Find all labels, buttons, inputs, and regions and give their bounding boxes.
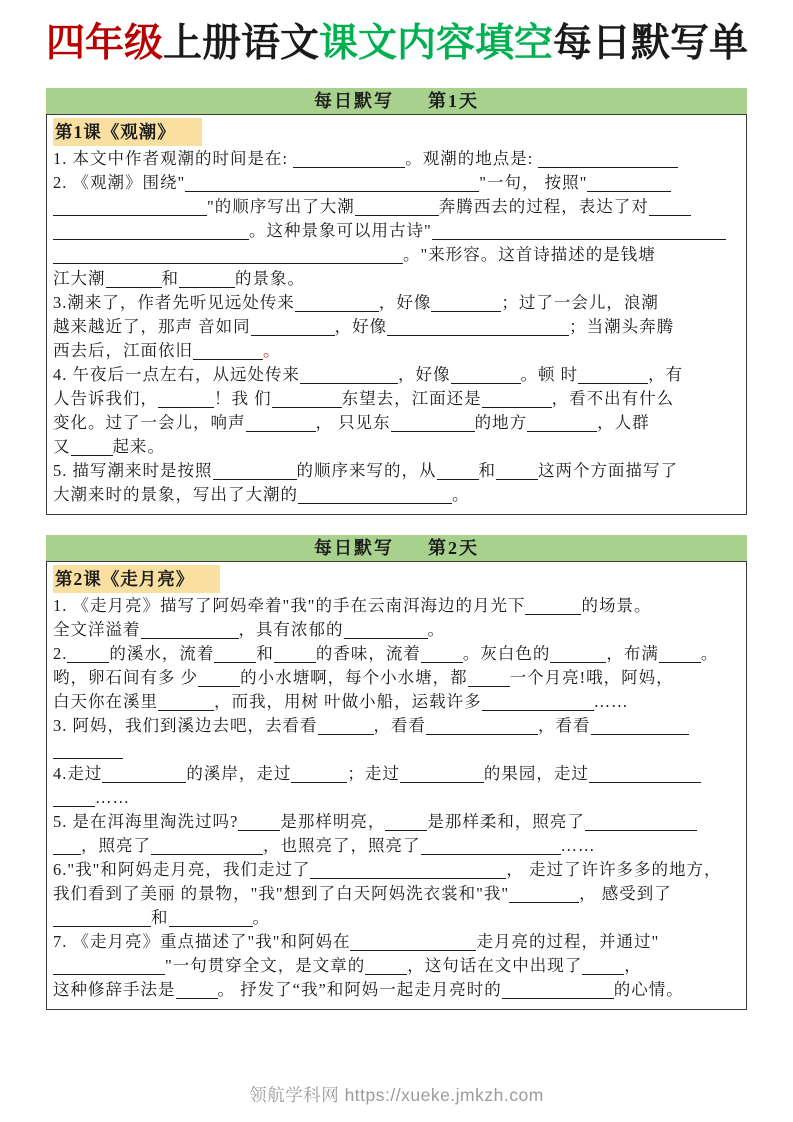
item-line: 5. 描写潮来时是按照 的顺序来写的，从 和 这两个方面描写了 [53, 461, 678, 480]
fill-in-blank [589, 779, 701, 783]
fill-in-blank [387, 332, 569, 336]
fill-in-blank [509, 899, 579, 903]
fill-in-blank [71, 452, 113, 456]
item-line: 越来越近了，那声 音如同 ，好像 ；当潮头奔腾 [53, 317, 675, 336]
fill-in-blank [272, 404, 342, 408]
fill-in-blank [198, 683, 240, 687]
item-line: 2. 的溪水，流着 和 的香味，流着 。灰白色的 ，布满 。 [53, 644, 719, 663]
lesson-items [53, 594, 738, 1002]
item-line: 西去后，江面依旧 。 [53, 341, 281, 360]
fill-in-blank [355, 212, 439, 216]
item-line: 7. 《走月亮》重点描述了"我"和阿妈在 走月亮的过程，并通过" [53, 932, 660, 951]
worksheet-item [53, 642, 738, 714]
fill-in-blank [365, 971, 407, 975]
fill-in-blank [179, 284, 235, 288]
fill-in-blank [344, 635, 428, 639]
fill-in-blank [496, 476, 538, 480]
fill-in-blank [246, 428, 316, 432]
worksheet-item [53, 762, 738, 810]
item-line: 1. 《走月亮》描写了阿妈牵着"我"的手在云南洱海边的月光下 的场景。 [53, 596, 652, 615]
lesson-title-highlight: 第2课《走月亮》 [53, 565, 220, 593]
section-day-2 [46, 535, 747, 1010]
fill-in-blank [585, 827, 697, 831]
lesson-box-2 [46, 561, 747, 1010]
fill-in-blank [432, 236, 726, 240]
fill-in-blank [538, 164, 678, 168]
title-topic-part: 课文内容填空 [319, 22, 554, 65]
fill-in-blank [185, 188, 479, 192]
fill-in-blank [421, 659, 463, 663]
item-line: 人告诉我们， ！我 们 东望去，江面还是 ，看不出有什么 [53, 389, 675, 408]
fill-in-blank [649, 212, 691, 216]
item-line: 变化。过了一会儿，响声 ， 只见东 的地方 ，人群 [53, 413, 650, 432]
fill-in-blank [400, 779, 484, 783]
fill-in-blank [213, 476, 297, 480]
worksheet-item [53, 930, 738, 1002]
item-line: 5. 是在洱海里淘洗过吗? 是那样明亮， 是那样柔和，照亮了 [53, 810, 738, 834]
fill-in-blank [426, 731, 538, 735]
fill-in-blank [53, 212, 207, 216]
item-line: 4.走过 的溪岸，走过 ；走过 的果园，走过 [53, 762, 738, 786]
item-line: 2. 《观潮》围绕" "一句， 按照" [53, 171, 738, 195]
banner-day-number: 第1天 [428, 91, 479, 111]
worksheet-item [53, 858, 738, 930]
worksheet-item [53, 363, 738, 459]
fill-in-blank [468, 683, 510, 687]
fill-in-blank [102, 779, 186, 783]
page-title [46, 20, 747, 68]
fill-in-blank [318, 731, 374, 735]
banner-day-number: 第2天 [428, 538, 479, 558]
fill-in-blank [659, 659, 701, 663]
worksheet-item [53, 147, 738, 171]
item-line: …… [53, 786, 738, 810]
fill-in-blank [151, 851, 263, 855]
fill-in-blank [106, 284, 162, 288]
title-type-part: 每日默写单 [553, 22, 749, 65]
item-line: 1. 本文中作者观潮的时间是在: 。观潮的地点是: [53, 147, 738, 171]
banner-label: 每日默写 [314, 538, 394, 558]
item-line: 6."我"和阿妈走月亮，我们走过了 ， 走过了许许多多的地方， [53, 860, 722, 879]
banner-label: 每日默写 [314, 91, 394, 111]
fill-in-blank [53, 236, 249, 240]
item-line: 4. 午夜后一点左右，从远处传来 ，好像 。顿 时 ，有 [53, 365, 684, 384]
item-line: 3.潮来了，作者先听见远处传来 ，好像 ；过了一会儿，浪潮 [53, 293, 659, 312]
fill-in-blank [293, 164, 405, 168]
item-line [53, 738, 738, 762]
item-line: 又 起来。 [53, 437, 165, 456]
day-banner [46, 535, 747, 561]
item-line: 。这种景象可以用古诗" [53, 219, 738, 243]
item-line: 哟，卵石间有多 少 的小水塘啊，每个小水塘，都 一个月亮!哦，阿妈， [53, 668, 674, 687]
fill-in-blank [53, 923, 151, 927]
fill-in-blank [298, 500, 452, 504]
item-line: 白天你在溪里 ，而我，用树 叶做小船，运载许多 …… [53, 692, 629, 711]
fill-in-blank [53, 851, 81, 855]
fill-in-blank [310, 875, 506, 879]
lesson-items [53, 147, 738, 507]
fill-in-blank [591, 731, 689, 735]
title-grade-part: 四年级 [46, 22, 164, 65]
title-book-part: 上册语文 [163, 22, 320, 65]
fill-in-blank [587, 188, 671, 192]
fill-in-blank [300, 380, 398, 384]
fill-in-blank [502, 995, 614, 999]
fill-in-blank [291, 779, 347, 783]
fill-in-blank [53, 971, 165, 975]
item-line: 全文洋溢着 ，具有浓郁的 。 [53, 620, 445, 639]
red-period-mark: 。 [263, 341, 281, 360]
item-line: 。"来形容。这首诗描述的是钱塘 [53, 243, 738, 267]
fill-in-blank [421, 851, 561, 855]
fill-in-blank [158, 404, 214, 408]
fill-in-blank [295, 308, 379, 312]
fill-in-blank [431, 308, 501, 312]
worksheet-item [53, 291, 738, 363]
item-line: 3. 阿妈，我们到溪边去吧，去看看 ，看看 ，看看 [53, 714, 738, 738]
worksheet-item [53, 714, 738, 762]
footer-site-name: 领航学科网 [249, 1085, 340, 1105]
worksheet-item [53, 459, 738, 507]
fill-in-blank [437, 476, 479, 480]
fill-in-blank [214, 659, 256, 663]
fill-in-blank [451, 380, 521, 384]
footer-url: https://xueke.jmkzh.com [344, 1085, 544, 1105]
fill-in-blank [158, 707, 214, 711]
fill-in-blank [578, 380, 648, 384]
fill-in-blank [53, 803, 95, 807]
fill-in-blank [141, 635, 239, 639]
fill-in-blank [274, 659, 316, 663]
fill-in-blank [482, 707, 594, 711]
item-line: 我们看到了美丽 的景物，"我"想到了白天阿妈洗衣裳和"我" ， 感受到了 [53, 884, 672, 903]
fill-in-blank [350, 947, 476, 951]
lesson-box-1 [46, 114, 747, 515]
fill-in-blank [582, 971, 624, 975]
section-day-1 [46, 88, 747, 515]
fill-in-blank [251, 332, 335, 336]
worksheet-item [53, 171, 738, 291]
worksheet-item [53, 594, 738, 642]
fill-in-blank [527, 428, 597, 432]
fill-in-blank [391, 428, 475, 432]
fill-in-blank [67, 659, 109, 663]
fill-in-blank [385, 827, 427, 831]
worksheet-item [53, 810, 738, 858]
item-line: 大潮来时的景象，写出了大潮的 。 [53, 485, 470, 504]
fill-in-blank [53, 755, 123, 759]
fill-in-blank [550, 659, 606, 663]
item-line: ，照亮了 ，也照亮了，照亮了 …… [53, 834, 738, 858]
fill-in-blank [525, 611, 581, 615]
fill-in-blank [238, 827, 280, 831]
fill-in-blank [169, 923, 253, 927]
item-line: 这种修辞手法是 。 抒发了“我”和阿妈一起走月亮时的 的心情。 [53, 980, 684, 999]
footer-watermark [46, 1082, 747, 1107]
lesson-title-highlight: 第1课《观潮》 [53, 118, 202, 146]
item-line: 江大潮 和 的景象。 [53, 269, 305, 288]
day-banner [46, 88, 747, 114]
item-line: "一句贯穿全文，是文章的 ，这句话在文中出现了 ， [53, 954, 738, 978]
item-line: "的顺序写出了大潮 奔腾西去的过程，表达了对 [53, 195, 738, 219]
fill-in-blank [193, 356, 263, 360]
fill-in-blank [176, 995, 218, 999]
item-line: 和 。 [53, 906, 738, 930]
fill-in-blank [53, 260, 403, 264]
fill-in-blank [482, 404, 552, 408]
